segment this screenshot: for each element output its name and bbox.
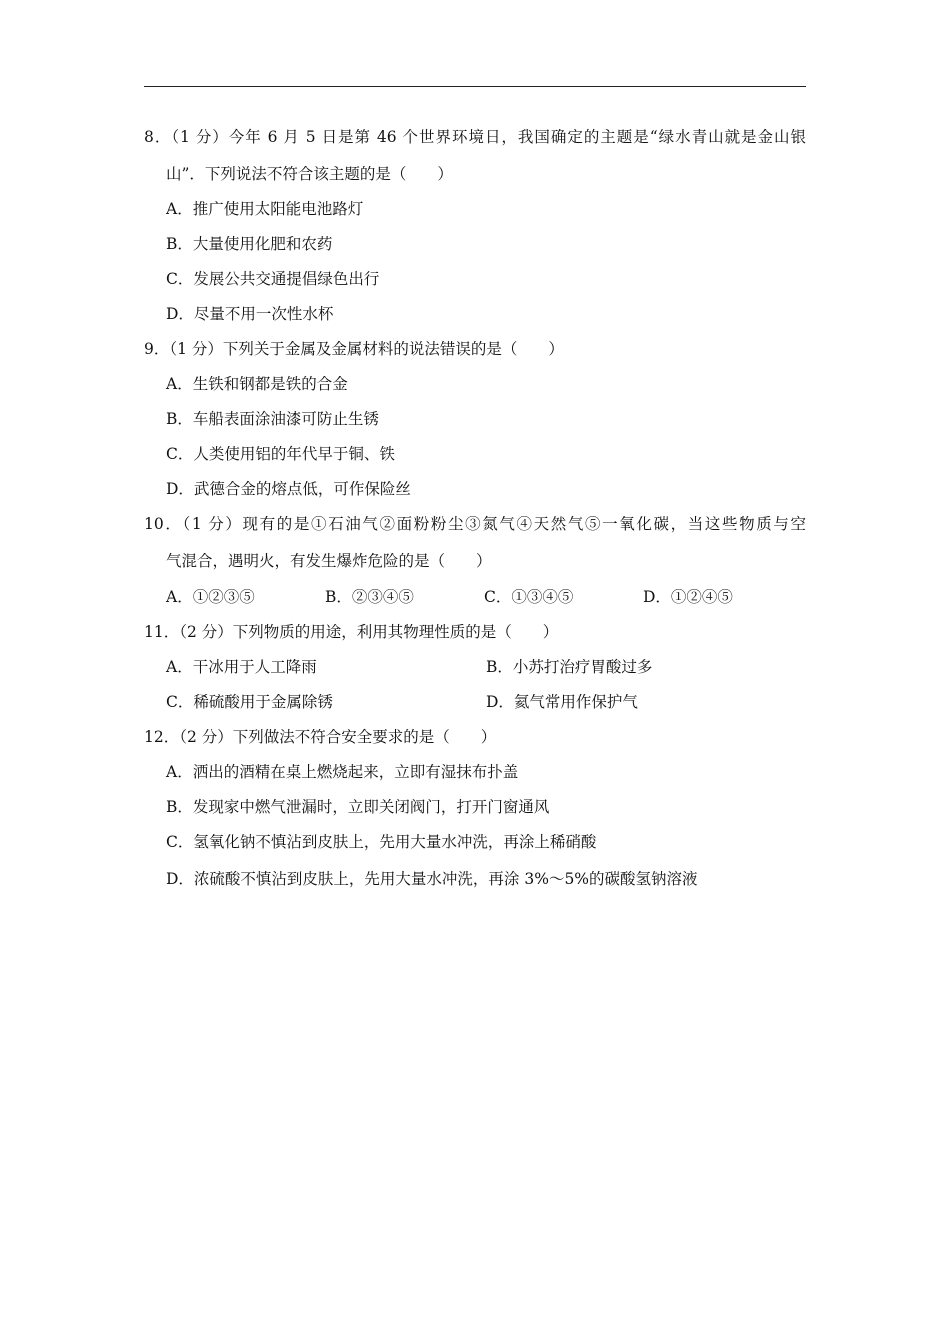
question-11-options-row1 (166, 654, 806, 680)
question-10-option-c: C．①③④⑤ (484, 588, 574, 606)
question-10-stem-line2: 气混合，遇明火，有发生爆炸危险的是（ ） (166, 552, 492, 570)
question-8-stem-line1: 8．（1 分）今年 6 月 5 日是第 46 个世界环境日，我国确定的主题是“绿水青山就是金山银 (144, 128, 806, 146)
question-11-stem: 11．（2 分）下列物质的用途，利用其物理性质的是（ ） (144, 623, 559, 641)
question-10-option-b: B．②③④⑤ (325, 588, 414, 606)
question-9-option-c: C．人类使用铝的年代早于铜、铁 (166, 445, 395, 463)
question-12-option-c: C．氢氧化钠不慎沾到皮肤上，先用大量水冲洗，再涂上稀硝酸 (166, 833, 597, 851)
question-11-option-b: B．小苏打治疗胃酸过多 (486, 658, 653, 676)
question-12-option-b: B．发现家中燃气泄漏时，立即关闭阀门，打开门窗通风 (166, 798, 550, 816)
question-10-stem-line1: 10．（1 分）现有的是①石油气②面粉粉尘③氮气④天然气⑤一氧化碳，当这些物质与空 (144, 515, 806, 533)
question-8-option-d: D．尽量不用一次性水杯 (166, 305, 334, 323)
question-10-options-row (166, 584, 806, 610)
question-8-stem-line2: 山”．下列说法不符合该主题的是（ ） (166, 165, 453, 183)
question-12-option-d: D．浓硫酸不慎沾到皮肤上，先用大量水冲洗，再涂 3%～5%的碳酸氢钠溶液 (166, 870, 698, 888)
question-9-option-a: A．生铁和钢都是铁的合金 (166, 375, 348, 393)
question-11-option-c: C．稀硫酸用于金属除锈 (166, 693, 333, 711)
question-8-option-a: A．推广使用太阳能电池路灯 (166, 200, 364, 218)
question-10-option-d: D．①②④⑤ (643, 588, 733, 606)
header-rule (144, 86, 806, 87)
question-8-option-c: C．发展公共交通提倡绿色出行 (166, 270, 380, 288)
question-10-option-a: A．①②③⑤ (166, 588, 255, 606)
question-9-stem: 9．（1 分）下列关于金属及金属材料的说法错误的是（ ） (144, 340, 564, 358)
question-8-option-b: B．大量使用化肥和农药 (166, 235, 333, 253)
question-11-option-a: A．干冰用于人工降雨 (166, 658, 317, 676)
question-12-stem: 12．（2 分）下列做法不符合安全要求的是（ ） (144, 728, 497, 746)
question-11-options-row2 (166, 689, 806, 715)
question-11-option-d: D．氦气常用作保护气 (486, 693, 638, 711)
question-9-option-d: D．武德合金的熔点低，可作保险丝 (166, 480, 411, 498)
question-9-option-b: B．车船表面涂油漆可防止生锈 (166, 410, 379, 428)
question-12-option-a: A．洒出的酒精在桌上燃烧起来，立即有湿抹布扑盖 (166, 763, 519, 781)
